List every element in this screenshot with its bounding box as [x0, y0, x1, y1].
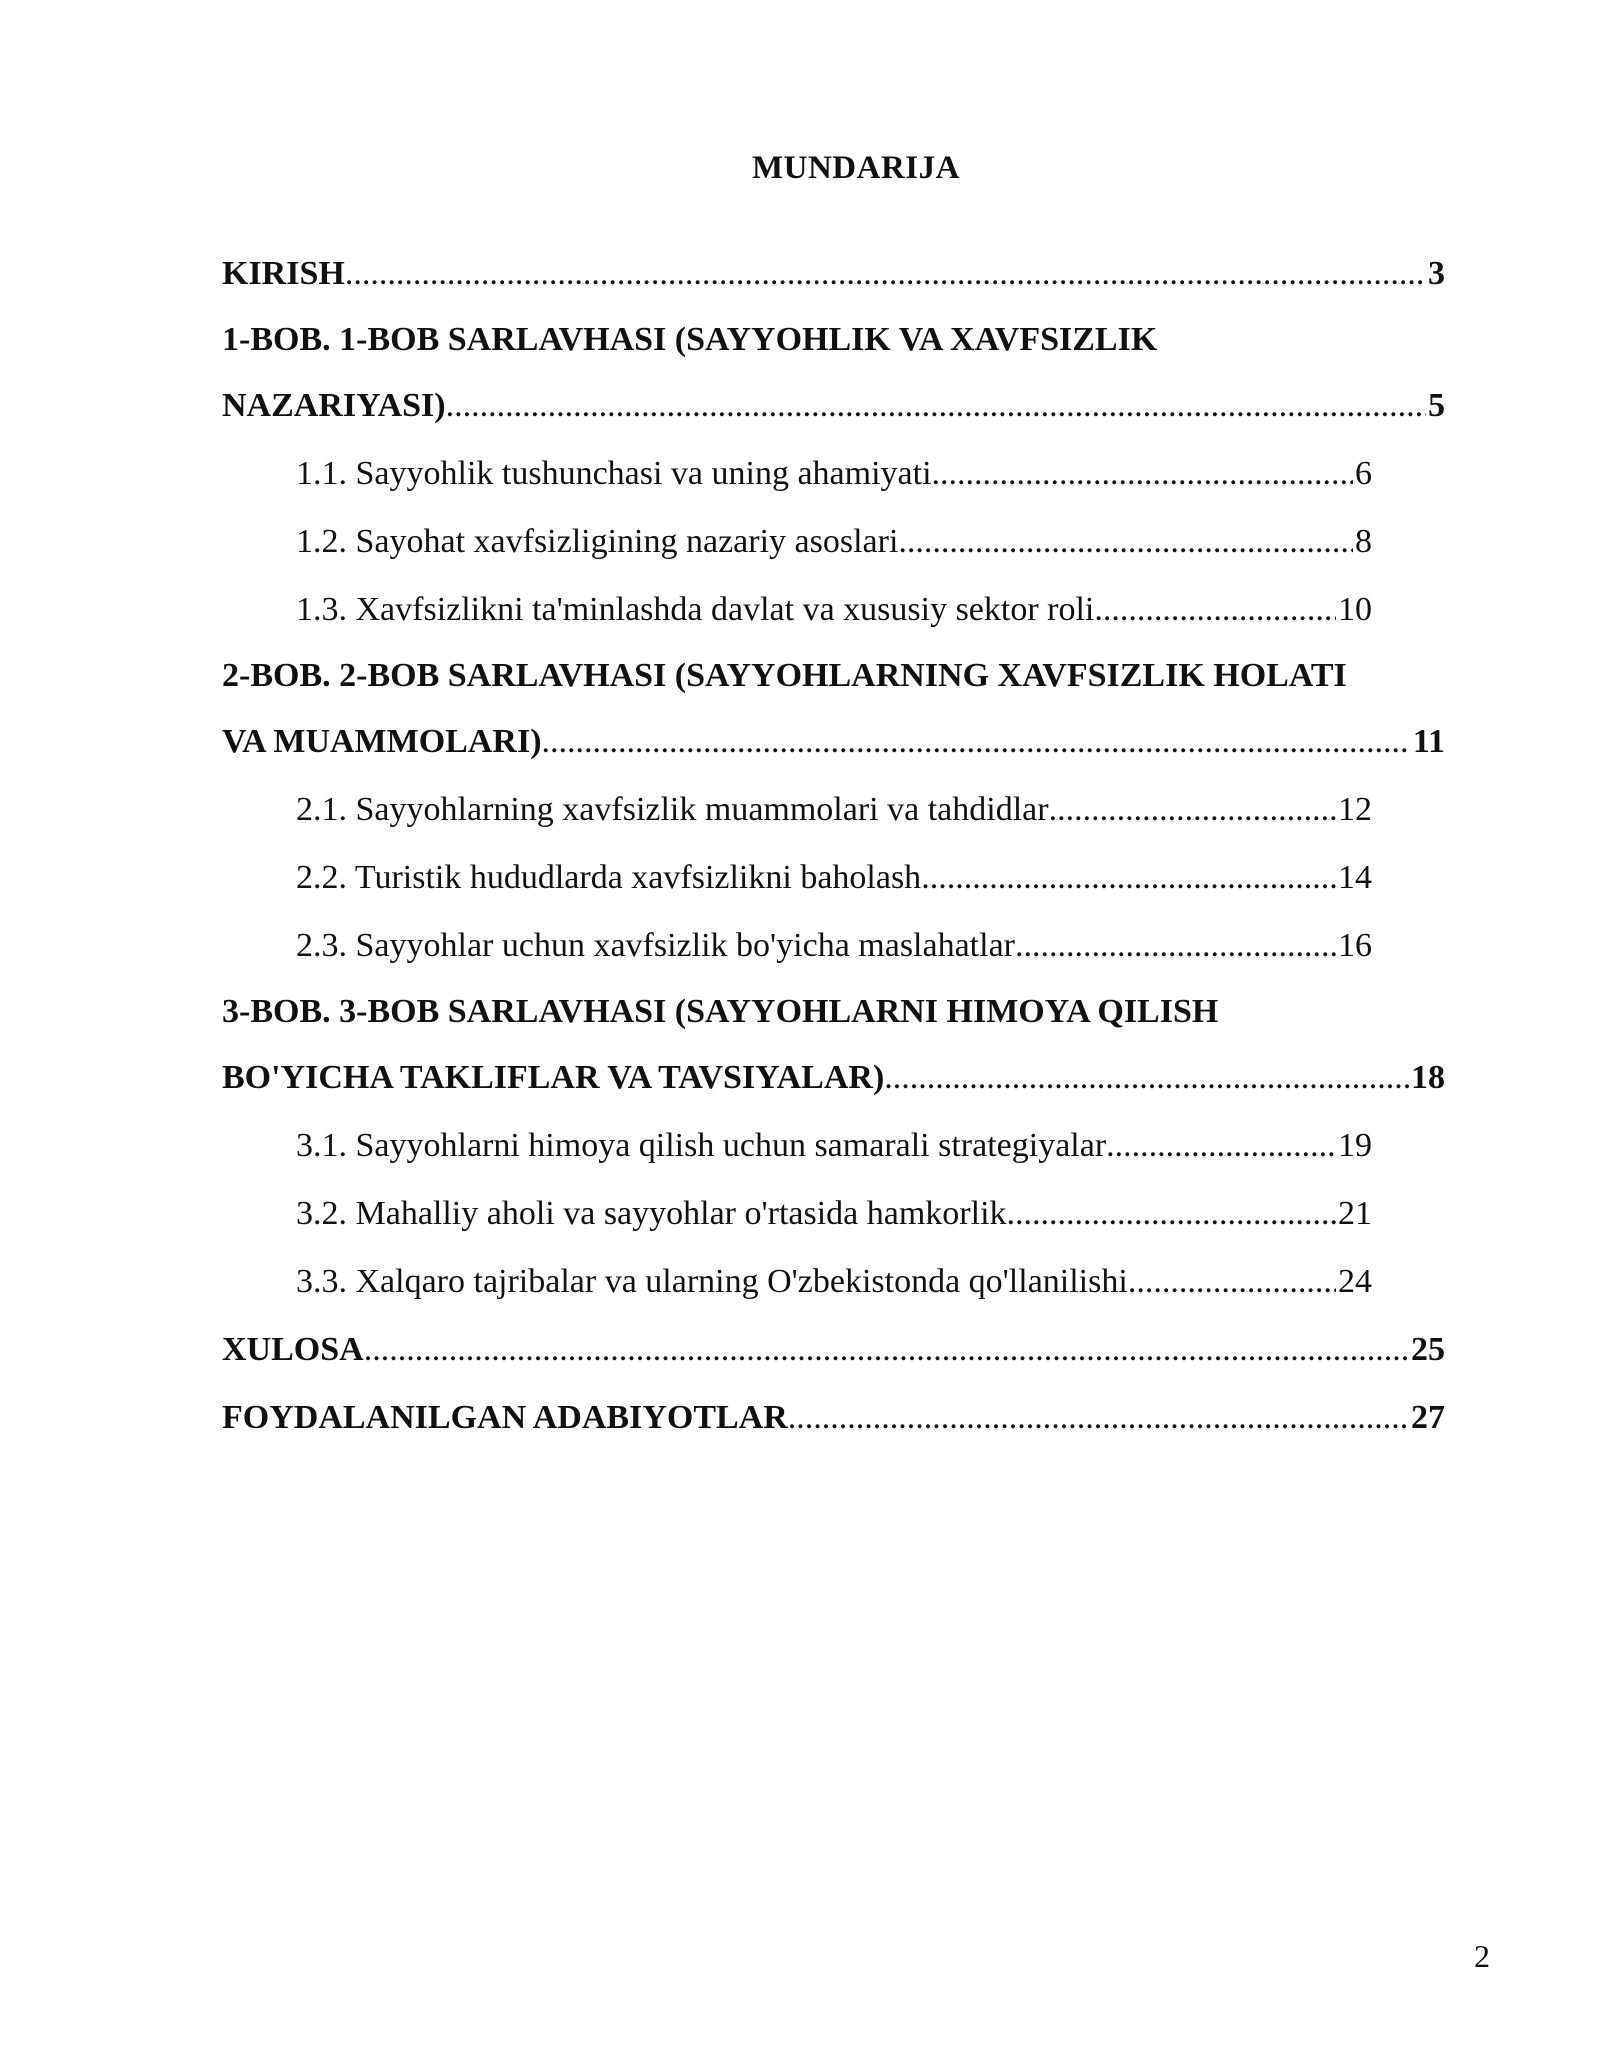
toc-entry-section-1-3[interactable] [296, 576, 1372, 644]
toc-entry-title-line1: 3-BOB. 3-BOB SARLAVHASI (SAYYOHLARNI HIMOYA QILISH [222, 993, 1219, 1030]
page-number: 2 [1474, 1938, 1490, 1974]
toc-entry-section-1-2[interactable] [296, 508, 1372, 576]
toc-entry-title: FOYDALANILGAN ADABIYOTLAR [222, 1399, 788, 1436]
toc-entry-page: 21 [1338, 1195, 1372, 1232]
dot-leader [1049, 776, 1336, 844]
toc-entry-title: 1.1. Sayyohlik tushunchasi va uning ahamiyati [296, 455, 932, 492]
toc-entry-title: KIRISH [222, 255, 345, 292]
page-title: MUNDARIJA [752, 150, 960, 186]
toc-entry-section-3-1[interactable] [296, 1112, 1372, 1180]
toc-entry-page: 3 [1428, 255, 1445, 292]
toc-entry-page: 25 [1411, 1331, 1445, 1368]
toc-entry-page: 18 [1411, 1059, 1445, 1096]
toc-entry-title: 3.1. Sayyohlarni himoya qilish uchun samarali strategiyalar [296, 1127, 1107, 1164]
toc-entry-title: 1.2. Sayohat xavfsizligining nazariy asoslari [296, 523, 899, 560]
dot-leader [884, 1044, 1409, 1112]
toc-entry-title: XULOSA [222, 1331, 364, 1368]
toc-entry-chapter-2[interactable] [222, 644, 1445, 776]
dot-leader [1106, 1112, 1336, 1180]
toc-entry-page: 10 [1338, 591, 1372, 628]
dot-leader [345, 240, 1426, 308]
toc-entry-title-line2: NAZARIYASI) [222, 387, 446, 424]
toc-entry-title-line1: 1-BOB. 1-BOB SARLAVHASI (SAYYOHLIK VA XAVFSIZLIK [222, 321, 1158, 358]
dot-leader [932, 440, 1353, 508]
toc-entry-title-line1: 2-BOB. 2-BOB SARLAVHASI (SAYYOHLARNING XAVFSIZLIK HOLATI [222, 657, 1347, 694]
toc-entry-page: 12 [1338, 791, 1372, 828]
toc-entry-title: 3.2. Mahalliy aholi va sayyohlar o'rtasida hamkorlik [296, 1195, 1007, 1232]
toc-entry-page: 16 [1338, 927, 1372, 964]
toc-entry-chapter-3[interactable] [222, 980, 1445, 1112]
toc-entry-title-line2: BO'YICHA TAKLIFLAR VA TAVSIYALAR) [222, 1059, 885, 1096]
toc-entry-title-line2: VA MUAMMOLARI) [222, 723, 542, 760]
toc-entry-title: 2.3. Sayyohlar uchun xavfsizlik bo'yicha maslahatlar [296, 927, 1015, 964]
toc-entry-title: 3.3. Xalqaro tajribalar va ularning O'zbekistonda qo'llanilishi [296, 1263, 1128, 1300]
toc-entry-title: 2.1. Sayyohlarning xavfsizlik muammolari va tahdidlar [296, 791, 1049, 828]
toc-entry-page: 27 [1411, 1399, 1445, 1436]
toc-entry-page: 19 [1338, 1127, 1372, 1164]
toc-entry-title: 2.2. Turistik hududlarda xavfsizlikni baholash [296, 859, 922, 896]
toc-entry-page: 5 [1428, 387, 1445, 424]
toc-entry-kirish[interactable] [222, 240, 1445, 308]
dot-leader [1007, 1180, 1336, 1248]
dot-leader [788, 1384, 1409, 1452]
toc-entry-section-2-1[interactable] [296, 776, 1372, 844]
toc-entry-title: 1.3. Xavfsizlikni ta'minlashda davlat va xususiy sektor roli [296, 591, 1095, 628]
dot-leader [898, 508, 1353, 576]
toc-entry-section-2-2[interactable] [296, 844, 1372, 912]
dot-leader [1128, 1248, 1336, 1316]
toc-entry-section-2-3[interactable] [296, 912, 1372, 980]
dot-leader [921, 844, 1336, 912]
toc-entry-page: 8 [1355, 523, 1372, 560]
toc-entry-page: 14 [1338, 859, 1372, 896]
toc-entry-xulosa[interactable] [222, 1316, 1445, 1384]
toc-entry-chapter-1[interactable] [222, 308, 1445, 440]
dot-leader [364, 1316, 1409, 1384]
dot-leader [542, 708, 1411, 776]
toc-entry-section-1-1[interactable] [296, 440, 1372, 508]
toc-entry-section-3-3[interactable] [296, 1248, 1372, 1316]
dot-leader [446, 372, 1426, 440]
dot-leader [1015, 912, 1336, 980]
dot-leader [1094, 576, 1336, 644]
toc-entry-page: 6 [1355, 455, 1372, 492]
toc-entry-page: 24 [1338, 1263, 1372, 1300]
toc-entry-section-3-2[interactable] [296, 1180, 1372, 1248]
toc-entry-bibliography[interactable] [222, 1384, 1445, 1452]
toc-entry-page: 11 [1412, 723, 1445, 760]
table-of-contents [222, 240, 1445, 1452]
